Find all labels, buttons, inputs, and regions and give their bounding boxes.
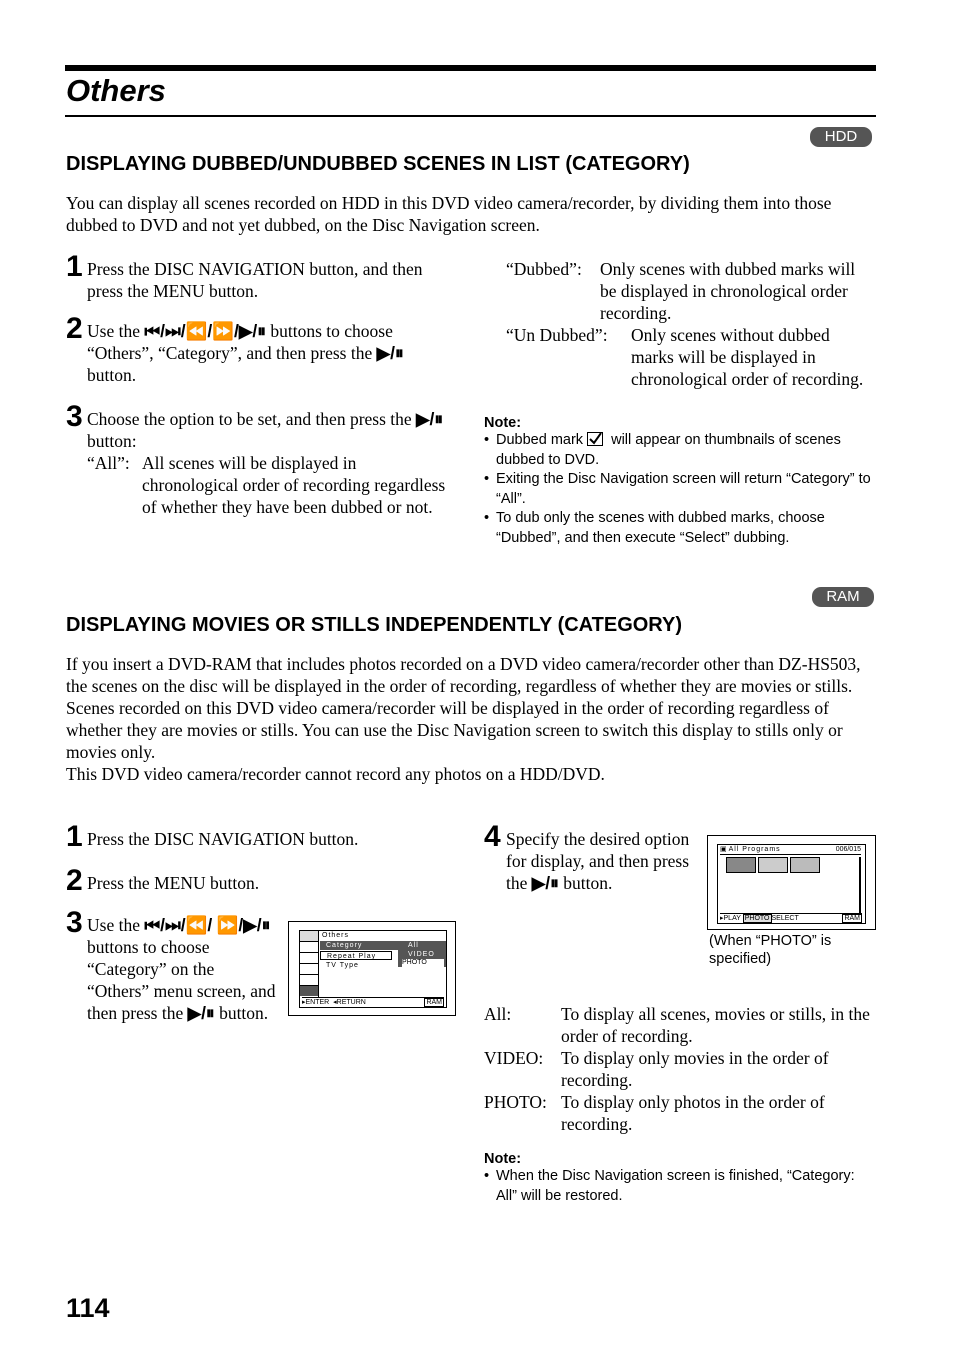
section1-intro: You can display all scenes recorded on HDD in this DVD video camera/recorder, by dividing them into those dubbed to DVD and not yet dubbed, on the Disc Navigation screen.: [66, 193, 832, 235]
ram-badge: RAM: [812, 587, 874, 607]
menu-footer: ▸ENTER ◂RETURN RAM: [302, 999, 442, 1006]
menu-icon: [300, 942, 318, 953]
section2-options: [484, 1003, 876, 1135]
menu-item-category: Category: [320, 941, 398, 950]
note-heading: Note:: [484, 415, 522, 431]
step-text: Choose the option to be set, and then press the ▶/⏸ button:: [87, 409, 444, 451]
others-menu-screen: [288, 921, 456, 1016]
menu-icon: [300, 931, 318, 942]
menu-icon: [300, 986, 318, 996]
note-item: • To dub only the scenes with dubbed marks, choose “Dubbed”, and then execute “Select” dubbing.: [484, 509, 876, 548]
dubbed-mark-icon: [587, 432, 603, 446]
section2-intro: If you insert a DVD-RAM that includes photos recorded on a DVD video camera/recorder other than DZ-HS503, the scenes on the disc will be displayed in the order of recording, regardless of whether they are movies or stills. Scenes recorded on this DVD video camera/recorder will be displayed in the order of recording regardless of whether they are movies or stills. You can use the Disc Navigation screen to switch this display to stills only or movies only. This DVD video camera/recorder cannot record any photos on a HDD/DVD.: [66, 654, 861, 784]
step-text: Use the ⏮/⏭/⏪/⏩/▶/⏸ buttons to choose “Others”, “Category”, and then press the ▶/⏸ button.: [87, 321, 404, 385]
thumbnail: [758, 857, 788, 873]
control-buttons-icon: ⏮/⏭/⏪/⏩/▶/⏸: [144, 321, 266, 341]
nav-footer: ▸PLAY PHOTO SELECT RAM: [720, 915, 860, 922]
option-all-desc: All: To display all scenes, movies or stills, in the order of recording.: [484, 1004, 870, 1046]
menu-title: Others: [322, 932, 350, 939]
note-heading: Note:: [484, 1151, 522, 1167]
menu-icon: [300, 964, 318, 975]
menu-item-tv-type: TV Type: [326, 962, 359, 969]
note-item: • Dubbed mark will appear on thumbnails of scenes dubbed to DVD.: [484, 431, 876, 470]
nav-icon: ▣: [720, 846, 727, 853]
section1-note: [484, 415, 876, 548]
play-icon: ▸: [720, 915, 724, 922]
option-video: VIDEO: [408, 951, 435, 958]
play-pause-icon: ▶/⏸: [187, 1003, 215, 1023]
hdd-badge: HDD: [810, 127, 872, 147]
menu-icon-column: [300, 931, 319, 997]
return-icon: ◂: [333, 999, 337, 1006]
option-photo-desc: PHOTO: To display only photos in the order of recording.: [484, 1092, 825, 1134]
step-2: 2 Press the MENU button.: [66, 864, 260, 897]
step-3: 3 Use the ⏮/⏭/⏪/ ⏩/▶/⏸ buttons to choose “Category” on the “Others” menu screen, and then press the ▶/⏸ button.: [66, 906, 276, 1023]
play-pause-icon: ▶/⏸: [416, 409, 444, 429]
nav-counter: 006/015: [835, 846, 861, 853]
menu-item-repeat-play: Repeat Play: [320, 951, 392, 960]
header-rule-top: [65, 65, 876, 71]
step-1: 1 Press the DISC NAVIGATION button.: [66, 820, 359, 853]
step-4: 4 Specify the desired option for display, and then press the ▶/⏸ button.: [484, 820, 690, 893]
nav-header: ▣ All Programs 006/015: [720, 846, 861, 853]
section1-options-right: [506, 258, 876, 390]
step-number: 3: [66, 400, 83, 433]
media-badge: RAM: [844, 915, 860, 922]
note-item: • When the Disc Navigation screen is finished, “Category: All” will be restored.: [484, 1167, 876, 1206]
thumbnail: [790, 857, 820, 873]
step-number: 1: [66, 250, 83, 283]
scrollbar: [859, 857, 861, 913]
step-1: [66, 252, 456, 314]
media-badge: RAM: [426, 999, 442, 1006]
option-all: All: [408, 942, 419, 949]
step-text: Press the DISC NAVIGATION button, and then press the MENU button.: [87, 259, 423, 301]
nav-screen-caption: (When “PHOTO” is specified): [709, 933, 832, 967]
menu-icon: [300, 953, 318, 964]
disc-navigation-screen: [707, 835, 876, 930]
section1-steps: [66, 252, 456, 518]
header-rule-bottom: [65, 115, 876, 117]
step-number: 2: [66, 312, 83, 345]
option-undubbed: “Un Dubbed”: Only scenes without dubbed marks will be displayed in chronological order of recording.: [506, 325, 864, 389]
page-number: 114: [66, 1293, 110, 1323]
option-photo: PHOTO: [402, 959, 444, 967]
section2-heading: DISPLAYING MOVIES OR STILLS INDEPENDENTLY (CATEGORY): [66, 614, 683, 636]
note-item: • Exiting the Disc Navigation screen will return “Category” to “All”.: [484, 470, 876, 509]
step-2: [66, 314, 456, 402]
play-pause-icon: ▶/⏸: [531, 873, 559, 893]
control-buttons-icon: ⏩/▶/⏸: [216, 915, 271, 935]
thumbnail: [726, 857, 756, 873]
option-all: “All”: All scenes will be displayed in chronological order of recording regardless of whether they have been dubbed or not.: [87, 453, 446, 517]
control-buttons-icon: ⏮/⏭/⏪/: [144, 915, 213, 935]
play-pause-icon: ▶/⏸: [376, 343, 404, 363]
enter-icon: ▸: [302, 999, 306, 1006]
option-video-desc: VIDEO: To display only movies in the order of recording.: [484, 1048, 829, 1090]
photo-mode-badge: PHOTO: [744, 915, 770, 922]
menu-icon: [300, 975, 318, 986]
step-3: [66, 402, 456, 518]
option-dubbed: “Dubbed”: Only scenes with dubbed marks will be displayed in chronological order recording.: [506, 259, 856, 323]
section1-heading: DISPLAYING DUBBED/UNDUBBED SCENES IN LIST (CATEGORY): [66, 153, 690, 175]
page-title: Others: [66, 73, 166, 108]
section2-note: [484, 1151, 876, 1206]
